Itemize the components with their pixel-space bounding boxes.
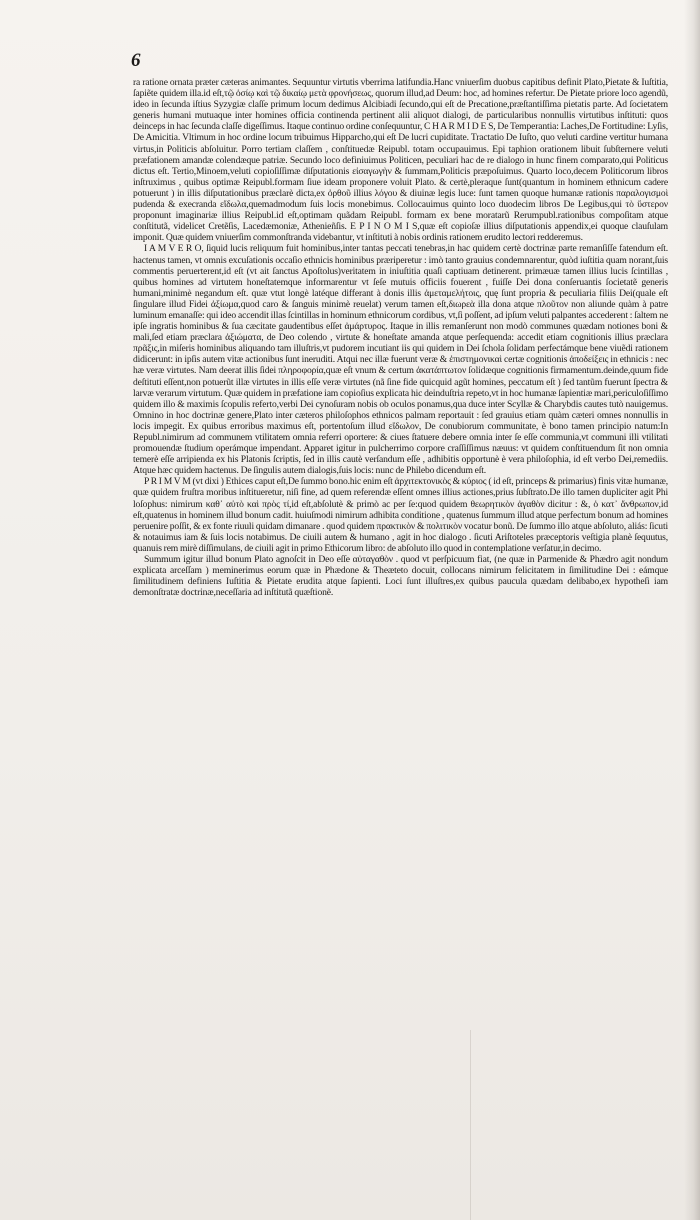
paragraph-2: I A M V E R O, ſiquid lucis reliquum fuit hominibus,inter tantas peccati tenebras,in hac quidem certè doctrinæ parte remanſiſſe fatendum eſt. hactenus tamen, vt omnis excuſationis occaſio ethnicis hominibus præriperetur : imò tanto grauius condemnarentur, quòd iuſtitia quam norant,ſuis commentis peruerterent,id eſt (vt ait ſanctus Apoſtolus)veritatem in iniuſtitia quaſi captiuam detinerent. primæuæ tamen illius lucis ſcintillas , quibus homines ad virtutem honeſtatemque informarentur vt ſeſe mutuis officiis fouerent , fuiſſe Dei dona conſeruantis ſocietatẽ generis humani,minimè negandum eſt. quæ vtut longè latéque differant à donis illis ἀμεταμελήτοις, quę ſunt propria & peculiaria filiis Dei(quale eſt ſingulare illud Fidei ἀξίωμα,quod caro & ſanguis minimè reuelat) verum tamen eſt,διωρεὰ illa dona atque πλοῦτον non aliunde quàm à patre luminum emanaſſe: qui ideo accendit illas ſcintillas in hominum ethnicorum cordibus, vt,ſi poſſent, ad ipſum veluti palpantes accederent : ſaltem ne ipſe ingratis hominibus & ſua cæcitate gaudentibus eſſet ἀμάρτυρος. Itaque in illis remanſerunt non modò communes quædam notiones boni & mali,ſed etiam præclara ἀξιώματα, de Deo colendo , virtute & honeſtate amanda atque perſequenda: accedit etiam cognitionis illius præclara πρᾶξις,in miſeris hominibus aliquando tam illuſtris,vt pudorem incutiant iis qui quidem in Dei ſchola ſolidam perfectámque bene viuẽdi rationem didicerunt: in ipſis autem vitæ actionibus ſunt ineruditi. Atqui nec illæ fuerunt veræ & ἐπιστημονικαὶ certæ cognitionis ἀποδείξεις in ethnicis : nec hæ veræ virtutes. Nam deerat illis ſidei πληροφορία,quæ eſt vnum & certum ἀκατάπτωτον ſolidæque cognitionis firmamentum.deinde,quum fide deſtituti eſſent,non potuerũt illæ virtutes in illis eſſe veræ virtutes (nã ſine fide quicquid agũt homines, peccatum eſt ) ſed tantũm fuerunt ſpectra & larvæ verarum virtutum. Quæ quidem in præfatione iam copioſius explicata hic deinduſtria repeto,vt in hoc humanæ ſapientiæ mari,periculoſiſſimo quidem illo & maximis ſcopulis referto,verbi Dei cynoſuram nobis ob oculos ponamus,qua duce inter Scyllæ & Charybdis cautes tutò nauigemus. Omnino in hoc doctrinæ genere,Plato inter cæteros philoſophos ethnicos palmam reportauit : ſed grauius etiam quàm cæteri omnes nonnullis in locis impegit. Ex quibus erroribus maximus eſt, portentoſum illud εἴδωλον, De conubiorum communitate, è bono tamen principio natum:In Republ.nimirum ad communem vtilitatem omnia referri oportere: & ciues ſtatuere debere omnia inter ſe eſſe communia,vt communi illi vtilitati promouendæ ſtudium operámque impendant. Apparet igitur in pulcherrimo corpore craſſiſſimus næuus: vt quidem conſtituendum ſit non omnia temerè eſſe arripienda ex his Platonis ſcriptis, ſed in illis cautè verſandum eſſe , adhibitis opportunè è vera philoſophia, id eſt verbo Dei,remediis. Atque hæc quidem hactenus. De ſingulis autem dialogis,ſuis locis: nunc de Philebo dicendum eſt.	[133, 243, 668, 477]
paragraph-3: P R I M V M (vt dixi ) Ethices caput eſt,De ſummo bono.hic enim eſt ἀρχιτεκτονικὸς & κύριος ( id eſt, princeps & primarius) finis vitæ humanæ, quæ quidem fruſtra moribus inſtitueretur, niſi fine, ad quem referendæ eſſent omnes illius actiones,prius ſubſtrato.De illo tamen dupliciter agit Phi loſophus: nimirum καθ᾽ αὑτὸ καὶ πρὸς τί,id eſt,abſolutè & primò ac per ſe:quod quidem θεωρητικὸν ἀγαθὸν dicitur : &, ὁ κατ᾽ ἄνθρωπον,id eſt,quatenus in hominem illud bonum cadit. huiuſmodi nimirum adhibita conditione , quatenus ſummum illud atque perfectum bonum ad homines peruenire poſſit, & ex fonte riuuli quidam dimanare . quod quidem πρακτικὸν & πολιτικὸν vocatur bonũ. De ſummo illo atque abſoluto, aliás: ſicuti & notauimus iam & ſuis locis notabimus. De ciuili autem & humano , agit in hoc dialogo . ſicuti Ariſtoteles præceptoris veſtigia planè ſequutus, quanuis rem mirè diſſimulans, de ciuili agit in primo Ethicorum libro: de abſoluto illo quod in contemplatione verſatur,in decimo.	[133, 476, 668, 554]
page-number: 6	[131, 50, 141, 71]
page-gutter-shadow	[684, 0, 700, 1220]
body-text	[133, 77, 668, 598]
paper-crease	[470, 1030, 471, 1220]
paragraph-1: ra ratione ornata præter cæteras animantes. Sequuntur virtutis vberrima latifundia.Hanc vniuerſim duobus capitibus definit Plato,Pietate & Iuſtitia, ſapiẽte quidem illa.id eſt,τῷ ὁσίῳ καὶ τῷ δικαίῳ μετὰ φρονήσεως, quorum illud,ad Deum: hoc, ad homines refertur. De Pietate priore loco agendũ, ideo in ſecunda iſtius Syzygiæ claſſe primum locum dedimus Alcibiadi ſecundo,qui eſt de Precatione,præſtantiſſima pietatis parte. Ad ſocietatem generis humani mutuaque inter homines officia continenda pertinent alii aliquot dialogi, de particularibus nonnullis virtutibus inſtituti: quos deinceps in hac ſecunda claſſe digeſſimus. Itaque continuo ordine conſequuntur, C H A R M I D E S, De Temperantia: Laches,De Fortitudine: Lyſis, De Amicitia. Vltimum in hoc ordine locum tribuimus Hipparcho,qui eſt De lucri cupiditate. Tractatio De Iuſto, quo veluti cardine vertitur humana virtus,in Politicis abſoluitur. Porro tertiam claſſem , conſtituedæ Reipubl. totam occupauimus. Epi taphion orationem libuit ſubſternere veluti præfationem amandæ colendæque patriæ. Secundo loco definiuimus Politicen, peculiari hac de re dialogo in hunc finem comparato,qui Politicus dictus eſt. Tertio,Minoem,veluti copioſiſſimæ diſputationis εἰσαγωγὴν & ſummam,Politicis præpoſuimus. Quarto loco,decem Politicorum libros inſtruximus , quibus optimæ Reipubl.formam ſiue ideam proponere voluit Plato. & certè,pleraque ſunt(quantum in hominem ethnicum cadere potuerunt ) in illis diſputationibus præclarè dicta,ex ὀρθοῦ illius λόγου & diuinæ legis luce: ſunt tamen quoque humanæ rationis παραλογισμοὶ pudenda & execranda εἴδωλα,quemadmodum ſuis locis monebimus. Collocauimus quinto loco duodecim libros De Legibus,qui τὸ ὕστερον proponunt imaginariæ illius Reipubl.id eſt,optimam quãdam Reipubl. formam ex bene moratarũ Rerumpubl.rationibus compoſitam atque conſtitutã, videlicet Cretẽſis, Lacedæmoniæ, Athenieñſis. E P I N O M I S,quæ eſt copioſæ illius diſputationis appendix,ei quoque clauſulam imponit. Quæ quidem vniuerſim commonſtranda videbantur, vt inſtituti à nobis ordinis rationem erudito lectori redderemus.	[133, 77, 668, 244]
paragraph-4: Summum igitur illud bonum Plato agnoſcit in Deo eſſe αὐταγαθὸν . quod vt perſpicuum fiat, (ne quæ in Parmenide & Phædro agit nondum explicata arceſſam ) meminerimus eorum quæ in Phædone & Theæteto docuit, collocans nimirum felicitatem in ſimilitudine Dei : eámque ſimilitudinem definiens Iuſtitia & Pietate erudita atque ſapienti. Loci ſunt illuſtres,ex quibus paucula quædam delibabo,ex hypotheſi iam demonſtratæ doctrinæ,neceſſaria ad inſtitutã quæſtionẽ.	[133, 554, 668, 599]
